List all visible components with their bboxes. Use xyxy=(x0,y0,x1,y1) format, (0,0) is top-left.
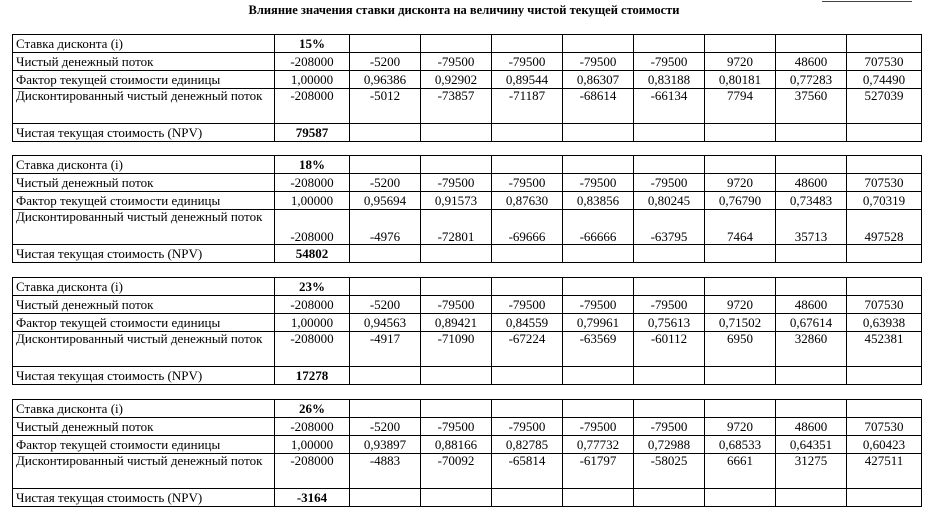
table-cell: 0,75613 xyxy=(634,314,705,332)
empty-cell xyxy=(847,400,922,418)
empty-cell xyxy=(634,35,705,53)
table-cell: 35713 xyxy=(776,210,847,245)
row-label: Фактор текущей стоимости единицы xyxy=(13,192,275,210)
npv-value: 54802 xyxy=(275,245,350,263)
table-cell: -66134 xyxy=(634,89,705,124)
table-cell: 0,95694 xyxy=(350,192,421,210)
table-cell: 452381 xyxy=(847,332,922,367)
table-cell: 0,68533 xyxy=(705,436,776,454)
empty-cell xyxy=(705,156,776,174)
table-cell: 0,64351 xyxy=(776,436,847,454)
npv-table xyxy=(12,399,922,507)
empty-cell xyxy=(350,367,421,385)
empty-cell xyxy=(705,400,776,418)
table-cell: -79500 xyxy=(634,296,705,314)
npv-table xyxy=(12,155,922,263)
table-row xyxy=(13,489,922,507)
row-label: Дисконтированный чистый денежный поток xyxy=(13,332,275,367)
row-label: Чистая текущая стоимость (NPV) xyxy=(13,367,275,385)
empty-cell xyxy=(563,156,634,174)
empty-cell xyxy=(492,489,563,507)
table-cell: -5200 xyxy=(350,296,421,314)
table-cell: 497528 xyxy=(847,210,922,245)
table-cell: 0,89421 xyxy=(421,314,492,332)
empty-cell xyxy=(421,367,492,385)
empty-cell xyxy=(350,400,421,418)
empty-cell xyxy=(705,35,776,53)
table-cell: -71090 xyxy=(421,332,492,367)
empty-cell xyxy=(563,489,634,507)
table-cell: -79500 xyxy=(634,174,705,192)
table-row xyxy=(13,400,922,418)
empty-cell xyxy=(421,35,492,53)
table-cell: 9720 xyxy=(705,53,776,71)
empty-cell xyxy=(563,35,634,53)
table-cell: 37560 xyxy=(776,89,847,124)
page-header-rule xyxy=(822,0,912,2)
empty-cell xyxy=(492,156,563,174)
table-cell: 0,82785 xyxy=(492,436,563,454)
table-cell: 7464 xyxy=(705,210,776,245)
empty-cell xyxy=(705,489,776,507)
table-cell: -67224 xyxy=(492,332,563,367)
row-label: Ставка дисконта (i) xyxy=(13,156,275,174)
table-cell: 0,91573 xyxy=(421,192,492,210)
table-cell: -79500 xyxy=(563,174,634,192)
table-cell: 1,00000 xyxy=(275,192,350,210)
table-cell: 0,70319 xyxy=(847,192,922,210)
empty-cell xyxy=(776,124,847,142)
table-cell: 1,00000 xyxy=(275,436,350,454)
table-cell: -60112 xyxy=(634,332,705,367)
table-cell: 0,84559 xyxy=(492,314,563,332)
empty-cell xyxy=(563,124,634,142)
table-cell: -61797 xyxy=(563,454,634,489)
table-cell: -5012 xyxy=(350,89,421,124)
table-cell: 1,00000 xyxy=(275,314,350,332)
empty-cell xyxy=(492,367,563,385)
npv-value: 79587 xyxy=(275,124,350,142)
table-cell: -79500 xyxy=(563,418,634,436)
empty-cell xyxy=(776,400,847,418)
table-cell: 32860 xyxy=(776,332,847,367)
empty-cell xyxy=(492,35,563,53)
empty-cell xyxy=(705,124,776,142)
empty-cell xyxy=(847,124,922,142)
table-cell: -79500 xyxy=(421,53,492,71)
table-cell: -79500 xyxy=(563,296,634,314)
table-cell: 9720 xyxy=(705,296,776,314)
table-cell: 0,89544 xyxy=(492,71,563,89)
table-row xyxy=(13,278,922,296)
empty-cell xyxy=(563,367,634,385)
empty-cell xyxy=(776,489,847,507)
discount-rate-value: 18% xyxy=(275,156,350,174)
table-cell: 0,96386 xyxy=(350,71,421,89)
empty-cell xyxy=(634,489,705,507)
empty-cell xyxy=(350,489,421,507)
empty-cell xyxy=(421,489,492,507)
empty-cell xyxy=(776,245,847,263)
empty-cell xyxy=(350,124,421,142)
table-cell: -208000 xyxy=(275,210,350,245)
table-cell: -63795 xyxy=(634,210,705,245)
table-cell: -69666 xyxy=(492,210,563,245)
table-cell: -4976 xyxy=(350,210,421,245)
table-row xyxy=(13,314,922,332)
npv-table xyxy=(12,277,922,385)
table-cell: 0,63938 xyxy=(847,314,922,332)
discount-rate-value: 15% xyxy=(275,35,350,53)
empty-cell xyxy=(776,156,847,174)
table-cell: -73857 xyxy=(421,89,492,124)
row-label: Дисконтированный чистый денежный поток xyxy=(13,454,275,489)
table-cell: 0,73483 xyxy=(776,192,847,210)
row-label: Ставка дисконта (i) xyxy=(13,400,275,418)
table-cell: 0,88166 xyxy=(421,436,492,454)
table-row xyxy=(13,332,922,367)
table-cell: -63569 xyxy=(563,332,634,367)
row-label: Ставка дисконта (i) xyxy=(13,278,275,296)
empty-cell xyxy=(776,367,847,385)
table-cell: -79500 xyxy=(421,174,492,192)
table-cell: -208000 xyxy=(275,53,350,71)
table-cell: 707530 xyxy=(847,174,922,192)
table-row xyxy=(13,174,922,192)
empty-cell xyxy=(421,400,492,418)
table-row xyxy=(13,210,922,245)
table-cell: -79500 xyxy=(492,174,563,192)
table-cell: 0,67614 xyxy=(776,314,847,332)
table-cell: -72801 xyxy=(421,210,492,245)
table-cell: 707530 xyxy=(847,53,922,71)
empty-cell xyxy=(705,367,776,385)
npv-table xyxy=(12,34,922,142)
table-row xyxy=(13,124,922,142)
table-row xyxy=(13,89,922,124)
table-cell: 0,80245 xyxy=(634,192,705,210)
table-row xyxy=(13,156,922,174)
table-cell: -208000 xyxy=(275,418,350,436)
table-cell: 0,76790 xyxy=(705,192,776,210)
row-label: Фактор текущей стоимости единицы xyxy=(13,314,275,332)
table-cell: -79500 xyxy=(421,418,492,436)
empty-cell xyxy=(421,278,492,296)
table-row xyxy=(13,53,922,71)
table-cell: -5200 xyxy=(350,174,421,192)
table-cell: 6950 xyxy=(705,332,776,367)
empty-cell xyxy=(776,35,847,53)
table-cell: -79500 xyxy=(492,296,563,314)
table-cell: 9720 xyxy=(705,174,776,192)
page-title: Влияние значения ставки дисконта на величину чистой текущей стоимости xyxy=(248,3,680,17)
empty-cell xyxy=(421,245,492,263)
empty-cell xyxy=(705,245,776,263)
table-cell: 48600 xyxy=(776,418,847,436)
row-label: Чистый денежный поток xyxy=(13,53,275,71)
empty-cell xyxy=(847,278,922,296)
table-cell: 0,79961 xyxy=(563,314,634,332)
table-cell: -79500 xyxy=(492,418,563,436)
table-cell: -4883 xyxy=(350,454,421,489)
empty-cell xyxy=(705,278,776,296)
table-cell: 0,92902 xyxy=(421,71,492,89)
table-cell: 6661 xyxy=(705,454,776,489)
empty-cell xyxy=(492,400,563,418)
table-row xyxy=(13,436,922,454)
table-row xyxy=(13,454,922,489)
table-cell: 0,87630 xyxy=(492,192,563,210)
table-cell: 0,83188 xyxy=(634,71,705,89)
table-cell: 0,80181 xyxy=(705,71,776,89)
empty-cell xyxy=(421,156,492,174)
empty-cell xyxy=(847,245,922,263)
table-cell: -79500 xyxy=(421,296,492,314)
table-cell: -70092 xyxy=(421,454,492,489)
npv-value: -3164 xyxy=(275,489,350,507)
empty-cell xyxy=(634,156,705,174)
table-row xyxy=(13,35,922,53)
table-cell: 0,77732 xyxy=(563,436,634,454)
table-cell: -71187 xyxy=(492,89,563,124)
row-label: Фактор текущей стоимости единицы xyxy=(13,436,275,454)
table-cell: 48600 xyxy=(776,296,847,314)
empty-cell xyxy=(847,156,922,174)
table-cell: -68614 xyxy=(563,89,634,124)
table-row xyxy=(13,245,922,263)
empty-cell xyxy=(492,278,563,296)
row-label: Чистый денежный поток xyxy=(13,296,275,314)
row-label: Чистая текущая стоимость (NPV) xyxy=(13,489,275,507)
table-cell: -5200 xyxy=(350,418,421,436)
table-row xyxy=(13,367,922,385)
table-row xyxy=(13,71,922,89)
discount-rate-value: 23% xyxy=(275,278,350,296)
table-cell: -79500 xyxy=(634,53,705,71)
table-cell: -208000 xyxy=(275,332,350,367)
row-label: Дисконтированный чистый денежный поток xyxy=(13,89,275,124)
empty-cell xyxy=(350,156,421,174)
table-cell: -79500 xyxy=(563,53,634,71)
table-cell: -4917 xyxy=(350,332,421,367)
empty-cell xyxy=(634,245,705,263)
row-label: Дисконтированный чистый денежный поток xyxy=(13,210,275,245)
table-cell: -58025 xyxy=(634,454,705,489)
table-cell: -5200 xyxy=(350,53,421,71)
npv-value: 17278 xyxy=(275,367,350,385)
row-label: Чистый денежный поток xyxy=(13,418,275,436)
empty-cell xyxy=(776,278,847,296)
table-cell: 707530 xyxy=(847,418,922,436)
table-cell: -208000 xyxy=(275,89,350,124)
table-cell: 707530 xyxy=(847,296,922,314)
table-row xyxy=(13,418,922,436)
empty-cell xyxy=(563,400,634,418)
empty-cell xyxy=(634,400,705,418)
table-cell: -79500 xyxy=(634,418,705,436)
discount-rate-value: 26% xyxy=(275,400,350,418)
empty-cell xyxy=(563,278,634,296)
row-label: Ставка дисконта (i) xyxy=(13,35,275,53)
table-cell: -79500 xyxy=(492,53,563,71)
table-cell: 48600 xyxy=(776,174,847,192)
empty-cell xyxy=(350,35,421,53)
table-row xyxy=(13,296,922,314)
row-label: Чистая текущая стоимость (NPV) xyxy=(13,124,275,142)
table-cell: 0,86307 xyxy=(563,71,634,89)
row-label: Фактор текущей стоимости единицы xyxy=(13,71,275,89)
empty-cell xyxy=(634,278,705,296)
table-cell: 0,93897 xyxy=(350,436,421,454)
table-cell: 1,00000 xyxy=(275,71,350,89)
empty-cell xyxy=(350,278,421,296)
row-label: Чистый денежный поток xyxy=(13,174,275,192)
empty-cell xyxy=(563,245,634,263)
empty-cell xyxy=(634,367,705,385)
table-cell: 0,60423 xyxy=(847,436,922,454)
table-cell: 527039 xyxy=(847,89,922,124)
table-cell: 0,94563 xyxy=(350,314,421,332)
empty-cell xyxy=(847,367,922,385)
table-cell: 7794 xyxy=(705,89,776,124)
empty-cell xyxy=(350,245,421,263)
table-cell: -66666 xyxy=(563,210,634,245)
table-cell: -208000 xyxy=(275,296,350,314)
table-cell: 48600 xyxy=(776,53,847,71)
table-cell: 427511 xyxy=(847,454,922,489)
row-label: Чистая текущая стоимость (NPV) xyxy=(13,245,275,263)
table-cell: 0,83856 xyxy=(563,192,634,210)
table-cell: 0,72988 xyxy=(634,436,705,454)
table-cell: 0,77283 xyxy=(776,71,847,89)
table-cell: 0,71502 xyxy=(705,314,776,332)
table-cell: -208000 xyxy=(275,454,350,489)
empty-cell xyxy=(847,489,922,507)
empty-cell xyxy=(492,245,563,263)
table-cell: -65814 xyxy=(492,454,563,489)
empty-cell xyxy=(847,35,922,53)
table-cell: 0,74490 xyxy=(847,71,922,89)
table-row xyxy=(13,192,922,210)
table-cell: -208000 xyxy=(275,174,350,192)
empty-cell xyxy=(492,124,563,142)
empty-cell xyxy=(421,124,492,142)
empty-cell xyxy=(634,124,705,142)
table-cell: 31275 xyxy=(776,454,847,489)
table-cell: 9720 xyxy=(705,418,776,436)
